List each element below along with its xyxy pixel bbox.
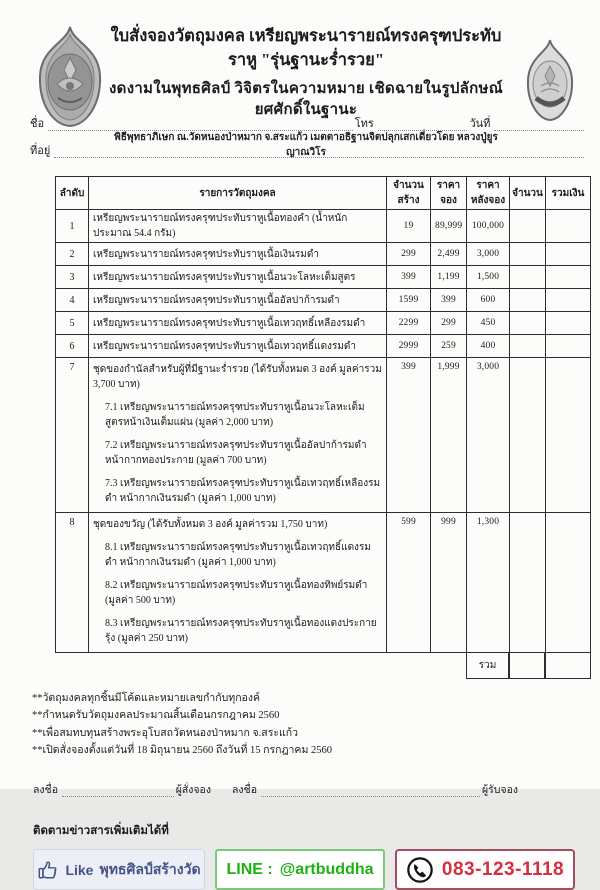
row-number: 4: [56, 289, 89, 312]
sub-item: 8.2 เหรียญพระนารายณ์ทรงครุฑประทับราหูเนื้อทองทิพย์รมดำ (มูลค่า 500 บาท): [105, 580, 368, 606]
notes-block: [32, 690, 600, 761]
sub-item: 7.3 เหรียญพระนารายณ์ทรงครุฑประทับราหูเนื้อเทวฤทธิ์เหลืองรมดำ หน้ากากเงินรมดำ (มูลค่า 1,000 บาท): [105, 478, 381, 504]
total-row: [466, 652, 600, 679]
qty-fill-cell[interactable]: [510, 210, 546, 243]
note-line: **วัตถุมงคลทุกชิ้นมีโค้ดและหมายเลขกำกับทุกองค์: [32, 692, 261, 704]
table-row: [56, 210, 591, 243]
table-row: [56, 513, 591, 653]
facebook-page-name: พุทธศิลป์สร้างวัด: [99, 860, 201, 877]
col-header-after-price: ราคาหลังจอง: [467, 177, 510, 210]
preorder-price: 399: [431, 289, 467, 312]
item-name: เหรียญพระนารายณ์ทรงครุฑประทับราหูเนื้อนวะโลหะเต็มสูตร: [89, 266, 387, 289]
item-name: เหรียญพระนารายณ์ทรงครุฑประทับราหูเนื้อเทวฤทธิ์เหลืองรมดำ: [89, 312, 387, 335]
after-price: 450: [467, 312, 510, 335]
amount-fill-cell[interactable]: [546, 210, 591, 243]
orderer-label: ผู้สั่งจอง: [175, 785, 211, 796]
receiver-signature: [232, 781, 520, 798]
line-contact-button[interactable]: [215, 849, 385, 890]
signature-row: [33, 781, 520, 798]
table-row: [56, 312, 591, 335]
row-number: 3: [56, 266, 89, 289]
address-row: [30, 141, 586, 159]
contact-buttons-row: [33, 849, 600, 890]
qty-fill-cell[interactable]: [510, 335, 546, 358]
line-label: LINE :: [226, 860, 273, 878]
name-field-line[interactable]: [48, 118, 353, 131]
made-count: 299: [387, 243, 431, 266]
made-count: 19: [387, 210, 431, 243]
table-row: [56, 358, 591, 513]
phone-icon: [406, 856, 434, 884]
col-header-amount: รวมเงิน: [546, 177, 591, 210]
after-price: 3,000: [467, 243, 510, 266]
total-amount-fill-cell[interactable]: [545, 652, 591, 679]
preorder-price: 1,199: [431, 266, 467, 289]
item-name-group: [89, 513, 387, 653]
table-row: [56, 335, 591, 358]
item-name: เหรียญพระนารายณ์ทรงครุฑประทับราหูเนื้อเทวฤทธิ์แดงรมดำ: [89, 335, 387, 358]
sub-item: 8.3 เหรียญพระนารายณ์ทรงครุฑประทับราหูเนื้อทองแดงประกายรุ้ง (มูลค่า 250 บาท): [105, 618, 377, 644]
amulet-back-image: [519, 38, 581, 124]
item-name: เหรียญพระนารายณ์ทรงครุฑประทับราหูเนื้อเงินรมดำ: [89, 243, 387, 266]
table-row: [56, 243, 591, 266]
preorder-price: 259: [431, 335, 467, 358]
preorder-price: 999: [431, 513, 467, 653]
preorder-price: 299: [431, 312, 467, 335]
name-tel-date-row: [30, 114, 586, 132]
sign-label: ลงชื่อ: [232, 785, 257, 796]
page-subtitle: งดงามในพุทธศิลป์ วิจิตรในความหมาย เชิดฉายในรูปลักษณ์ ยศศักดิ์ในฐานะ: [109, 80, 503, 118]
note-line: **เปิดสั่งจองตั้งแต่วันที่ 18 มิถุนายน 2560 ถึงวันที่ 15 กรกฎาคม 2560: [32, 745, 333, 757]
made-count: 1599: [387, 289, 431, 312]
amulet-back-icon: [519, 38, 581, 124]
receiver-signature-line[interactable]: [261, 784, 480, 797]
order-content: [0, 176, 600, 890]
order-table: [55, 176, 591, 653]
orderer-signature-line[interactable]: [62, 784, 174, 797]
thumbs-up-icon: [37, 859, 59, 881]
col-header-index: ลำดับ: [56, 177, 89, 210]
item-name: เหรียญพระนารายณ์ทรงครุฑประทับราหูเนื้อทองคำ (น้ำหนักประมาณ 54.4 กรัม): [89, 210, 387, 243]
sub-item: 7.2 เหรียญพระนารายณ์ทรงครุฑประทับราหูเนื้ออัลปาก้ารมดำ หน้ากากทองประกาย (มูลค่า 700 บาท): [105, 440, 367, 466]
amount-fill-cell[interactable]: [546, 266, 591, 289]
orderer-signature: [33, 781, 213, 798]
date-field-line[interactable]: [494, 118, 584, 131]
col-header-qty: จำนวน: [510, 177, 546, 210]
ceremony-line: พิธีพุทธาภิเษก ณ.วัดหนองป่าหมาก จ.สระแก้ว เมตตาอธิฐานจิตปลุกเสกเดี่ยวโดย หลวงปู่ยูร ญาณวิโร: [114, 131, 498, 158]
qty-fill-cell[interactable]: [510, 266, 546, 289]
total-label-cell: รวม: [466, 652, 509, 679]
phone-contact-button[interactable]: [395, 849, 575, 890]
follow-us-label: ติดตามข่าวสารเพิ่มเติมได้ที่: [33, 825, 169, 837]
note-line: **กำหนดรับวัตถุมงคลประมาณสิ้นเดือนกรกฎาคม 2560: [32, 710, 280, 722]
row-number: 6: [56, 335, 89, 358]
date-label: วันที่: [469, 118, 491, 130]
document-header: [104, 24, 508, 160]
row-number: 1: [56, 210, 89, 243]
sub-item: 8.1 เหรียญพระนารายณ์ทรงครุฑประทับราหูเนื้อเทวฤทธิ์แดงรมดำ หน้ากากเงินรมดำ (มูลค่า 1,000 บาท): [105, 542, 371, 568]
row-number: 8: [56, 513, 89, 653]
qty-fill-cell[interactable]: [510, 358, 546, 513]
table-row: [56, 266, 591, 289]
amount-fill-cell[interactable]: [546, 312, 591, 335]
receiver-label: ผู้รับจอง: [481, 785, 518, 796]
made-count: 399: [387, 358, 431, 513]
col-header-item: รายการวัตถุมงคล: [89, 177, 387, 210]
row-number: 7: [56, 358, 89, 513]
item-name: ชุดของขวัญ (ได้รับทั้งหมด 3 องค์ มูลค่ารวม 1,750 บาท): [93, 519, 328, 530]
amount-fill-cell[interactable]: [546, 358, 591, 513]
amount-fill-cell[interactable]: [546, 243, 591, 266]
name-label: ชื่อ: [30, 118, 45, 130]
item-name-group: [89, 358, 387, 513]
item-name: เหรียญพระนารายณ์ทรงครุฑประทับราหูเนื้ออัลปาก้ารมดำ: [89, 289, 387, 312]
qty-fill-cell[interactable]: [510, 289, 546, 312]
col-header-made: จำนวนสร้าง: [387, 177, 431, 210]
qty-fill-cell[interactable]: [510, 243, 546, 266]
sub-item: 7.1 เหรียญพระนารายณ์ทรงครุฑประทับราหูเนื้อนวะโลหะเต็มสูตรหน้าเงินเต็มแผ่น (มูลค่า 2,000 บาท): [105, 402, 365, 428]
after-price: 3,000: [467, 358, 510, 513]
after-price: 400: [467, 335, 510, 358]
qty-fill-cell[interactable]: [510, 312, 546, 335]
made-count: 2999: [387, 335, 431, 358]
row-number: 5: [56, 312, 89, 335]
after-price: 600: [467, 289, 510, 312]
address-label: ที่อยู่: [30, 145, 51, 157]
preorder-price: 1,999: [431, 358, 467, 513]
like-label: Like: [65, 861, 94, 878]
made-count: 2299: [387, 312, 431, 335]
made-count: 599: [387, 513, 431, 653]
item-name: ชุดของกำนัลสำหรับผู้ที่มีฐานะร่ำรวย (ได้รับทั้งหมด 3 องค์ มูลค่ารวม 3,700 บาท): [93, 364, 382, 390]
row-number: 2: [56, 243, 89, 266]
facebook-like-button[interactable]: [33, 849, 205, 890]
after-price: 100,000: [467, 210, 510, 243]
amount-fill-cell[interactable]: [546, 335, 591, 358]
amount-fill-cell[interactable]: [546, 513, 591, 653]
address-field-line[interactable]: [54, 145, 584, 158]
sign-label: ลงชื่อ: [33, 785, 58, 796]
line-account: @artbuddha: [279, 860, 374, 878]
col-header-price: ราคาจอง: [431, 177, 467, 210]
tel-label: โทร: [354, 118, 374, 130]
after-price: 1,300: [467, 513, 510, 653]
page-title: ใบสั่งจองวัตถุมงคล เหรียญพระนารายณ์ทรงครุฑประทับราหู "รุ่นฐานะร่ำรวย": [110, 26, 502, 69]
amount-fill-cell[interactable]: [546, 289, 591, 312]
note-line: **เพื่อสมทบทุนสร้างพระอุโบสถวัดหนองป่าหมาก จ.สระแก้ว: [32, 727, 298, 739]
after-price: 1,500: [467, 266, 510, 289]
table-row: [56, 289, 591, 312]
preorder-price: 2,499: [431, 243, 467, 266]
table-header-row: [56, 177, 591, 210]
tel-field-line[interactable]: [378, 118, 468, 131]
total-qty-fill-cell[interactable]: [509, 652, 545, 679]
qty-fill-cell[interactable]: [510, 513, 546, 653]
preorder-price: 89,999: [431, 210, 467, 243]
made-count: 399: [387, 266, 431, 289]
phone-number: 083-123-1118: [441, 858, 565, 880]
